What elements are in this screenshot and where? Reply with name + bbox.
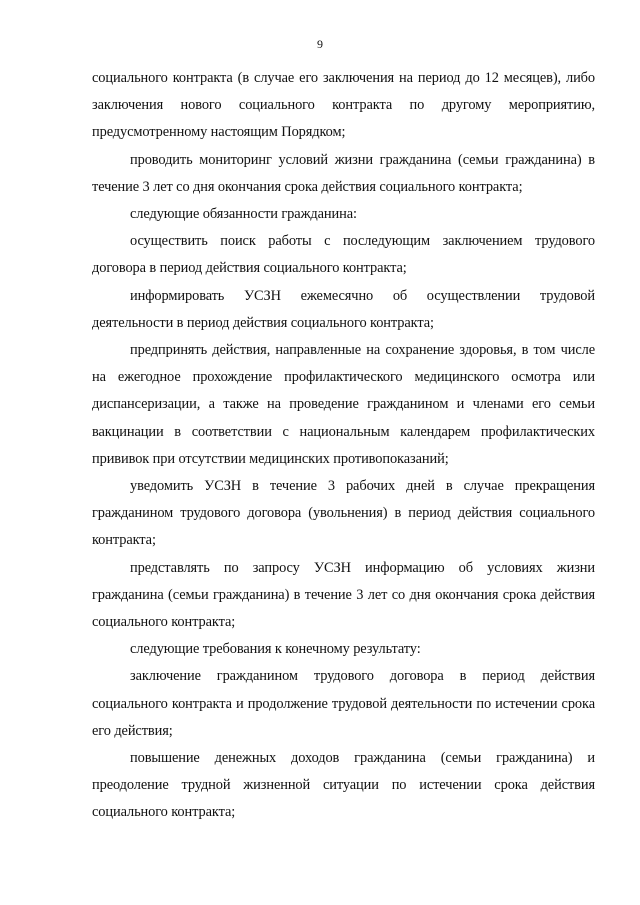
paragraph-continuation: социального контракта (в случае его заключения на период до 12 месяцев), либо заключения нового социального контракта по другому мероприятию, предусмотренному настоящим Порядком;	[92, 70, 595, 141]
paragraph-income-result: повышение денежных доходов гражданина (семьи гражданина) и преодоление трудной жизненной ситуации по истечении срока действия социального контракта;	[92, 750, 595, 821]
paragraph-citizen-obligations-heading: следующие обязанности гражданина:	[130, 206, 357, 223]
paragraph-health-actions: предпринять действия, направленные на сохранение здоровья, в том числе на ежегодное прохождение профилактического медицинского осмотра или диспансеризации, а также на проведение гражданином и членами его семьи вакцинации в соответствии с национальным календарем профилактических прививок при отсутствии медицинских противопоказаний;	[92, 342, 595, 467]
paragraph-result-requirements-heading: следующие требования к конечному результату:	[130, 641, 421, 658]
document-body	[92, 65, 595, 827]
paragraph-monitoring: проводить мониторинг условий жизни гражданина (семьи гражданина) в течение 3 лет со дня окончания срока действия социального контракта;	[92, 151, 595, 195]
paragraph-provide-information: представлять по запросу УСЗН информацию об условиях жизни гражданина (семьи гражданина) в течение 3 лет со дня окончания срока действия социального контракта;	[92, 559, 595, 631]
paragraph-job-search: осуществить поиск работы с последующим заключением трудового договора в период действия социального контракта;	[92, 233, 595, 277]
paragraph-inform-uszn: информировать УСЗН ежемесячно об осуществлении трудовой деятельности в период действия социального контракта;	[92, 287, 595, 331]
paragraph-employment-result: заключение гражданином трудового договора в период действия социального контракта и продолжение трудовой деятельности по истечении срока его действия;	[92, 668, 595, 739]
paragraph-notify-termination: уведомить УСЗН в течение 3 рабочих дней в случае прекращения гражданином трудового договора (увольнения) в период действия социального контракта;	[92, 478, 595, 549]
page-number: 9	[317, 37, 323, 51]
